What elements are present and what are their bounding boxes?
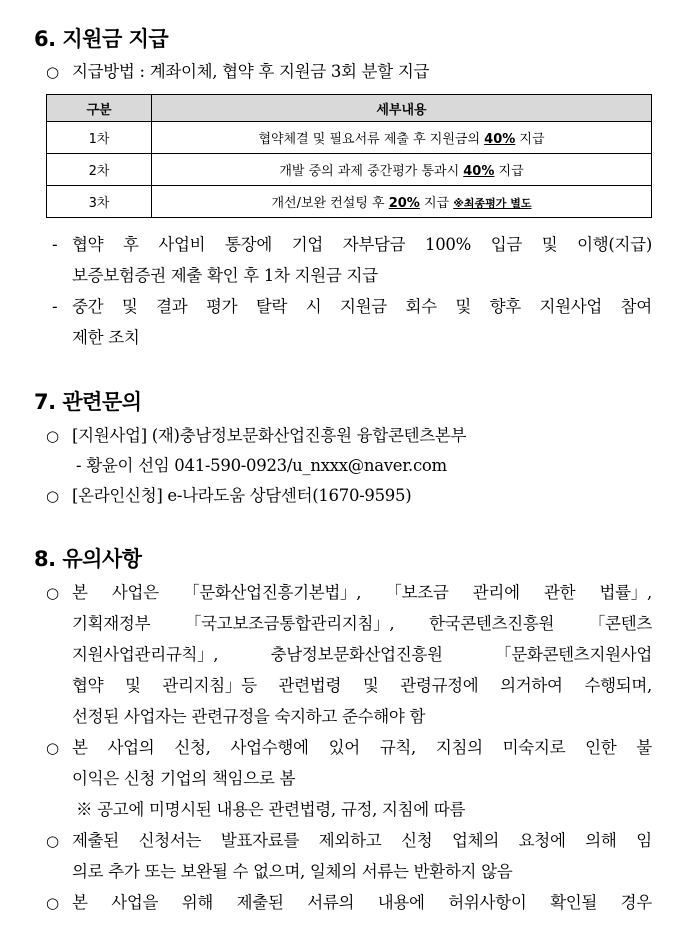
bullet: ○	[46, 739, 60, 757]
header-stage: 구분	[47, 95, 152, 122]
section-6-title: 6. 지원금 지급	[34, 27, 169, 51]
caution-2-note: ※ 공고에 미명시된 내용은 관련법령, 규정, 지침에 따름	[76, 800, 466, 819]
caution-1-line: 협약 및 관리지침」등 관련법령 및 관령규정에 의거하여 수행되며,	[72, 676, 652, 695]
caution-1-line: 지원사업관리규칙」, 충남정보문화산업진흥원 「문화콘텐츠지원사업	[72, 645, 652, 664]
detail-percent: 40%	[463, 164, 495, 179]
section-8-title: 8. 유의사항	[34, 547, 142, 571]
detail-text: 협약체결 및 필요서류 제출 후 지원금의	[258, 132, 485, 147]
note-1-line-1: 협약 후 사업비 통장에 기업 자부담금 100% 입금 및 이행(지급)	[72, 235, 652, 254]
caution-4-line: 본 사업을 위해 제출된 서류의 내용에 허위사항이 확인될 경우	[72, 893, 652, 912]
detail-cell	[152, 122, 652, 154]
caution-2-line: 이익은 신청 기업의 책임으로 봄	[72, 769, 296, 788]
bullet: ○	[46, 832, 60, 850]
contact-online: [온라인신청] e-나라도움 상담센터(1670-9595)	[72, 486, 412, 505]
detail-text: 지급	[419, 196, 454, 211]
dash: -	[52, 235, 58, 254]
dash: -	[52, 297, 58, 316]
final-eval-note: ※최종평가 별도	[453, 197, 532, 210]
stage-cell: 2차	[47, 154, 152, 186]
contact-support: [지원사업] (재)충남정보문화산업진흥원 융합콘텐츠본부	[72, 426, 467, 445]
caution-3-line: 의로 추가 또는 보완될 수 없으며, 일체의 서류는 반환하지 않음	[72, 862, 513, 881]
note-1-line-2: 보증보험증권 제출 확인 후 1차 지원금 지급	[72, 266, 378, 285]
header-detail: 세부내용	[152, 95, 652, 122]
bullet: ○	[46, 63, 60, 81]
detail-text: 개선/보완 컨설팅 후	[271, 196, 389, 211]
table-row	[47, 122, 652, 154]
detail-cell	[152, 186, 652, 218]
bullet: ○	[46, 487, 60, 505]
table-row	[47, 154, 652, 186]
note-2-line-1: 중간 및 결과 평가 탈락 시 지원금 회수 및 향후 지원사업 참여	[72, 297, 652, 316]
detail-text: 개발 중의 과제 중간평가 통과시	[279, 164, 464, 179]
table-header-row	[47, 95, 652, 122]
bullet: ○	[46, 584, 60, 602]
detail-percent: 40%	[484, 132, 516, 147]
detail-text: 지급	[515, 132, 545, 147]
payment-method: 지급방법 : 계좌이체, 협약 후 지원금 3회 분할 지급	[72, 62, 430, 81]
note-2-line-2: 제한 조치	[72, 328, 140, 347]
caution-2-line: 본 사업의 신청, 사업수행에 있어 규칙, 지침의 미숙지로 인한 불	[72, 738, 652, 757]
detail-percent: 20%	[388, 196, 420, 211]
caution-3-line: 제출된 신청서는 발표자료를 제외하고 신청 업체의 요청에 의해 임	[72, 831, 652, 850]
stage-cell: 1차	[47, 122, 152, 154]
caution-1-line: 본 사업은 「문화산업진흥기본법」, 「보조금 관리에 관한 법률」,	[72, 583, 652, 602]
contact-person: - 황윤이 선임 041-590-0923/u_nxxx@naver.com	[76, 456, 447, 475]
table-row	[47, 186, 652, 218]
bullet: ○	[46, 427, 60, 445]
section-7-title: 7. 관련문의	[34, 390, 142, 414]
bullet: ○	[46, 894, 60, 912]
payment-table	[46, 94, 652, 218]
detail-cell	[152, 154, 652, 186]
caution-1-line: 선정된 사업자는 관련규정을 숙지하고 준수해야 함	[72, 707, 426, 726]
detail-text: 지급	[494, 164, 524, 179]
caution-1-line: 기획재정부 「국고보조금통합관리지침」, 한국콘텐츠진흥원 「콘텐츠	[72, 614, 652, 633]
stage-cell: 3차	[47, 186, 152, 218]
